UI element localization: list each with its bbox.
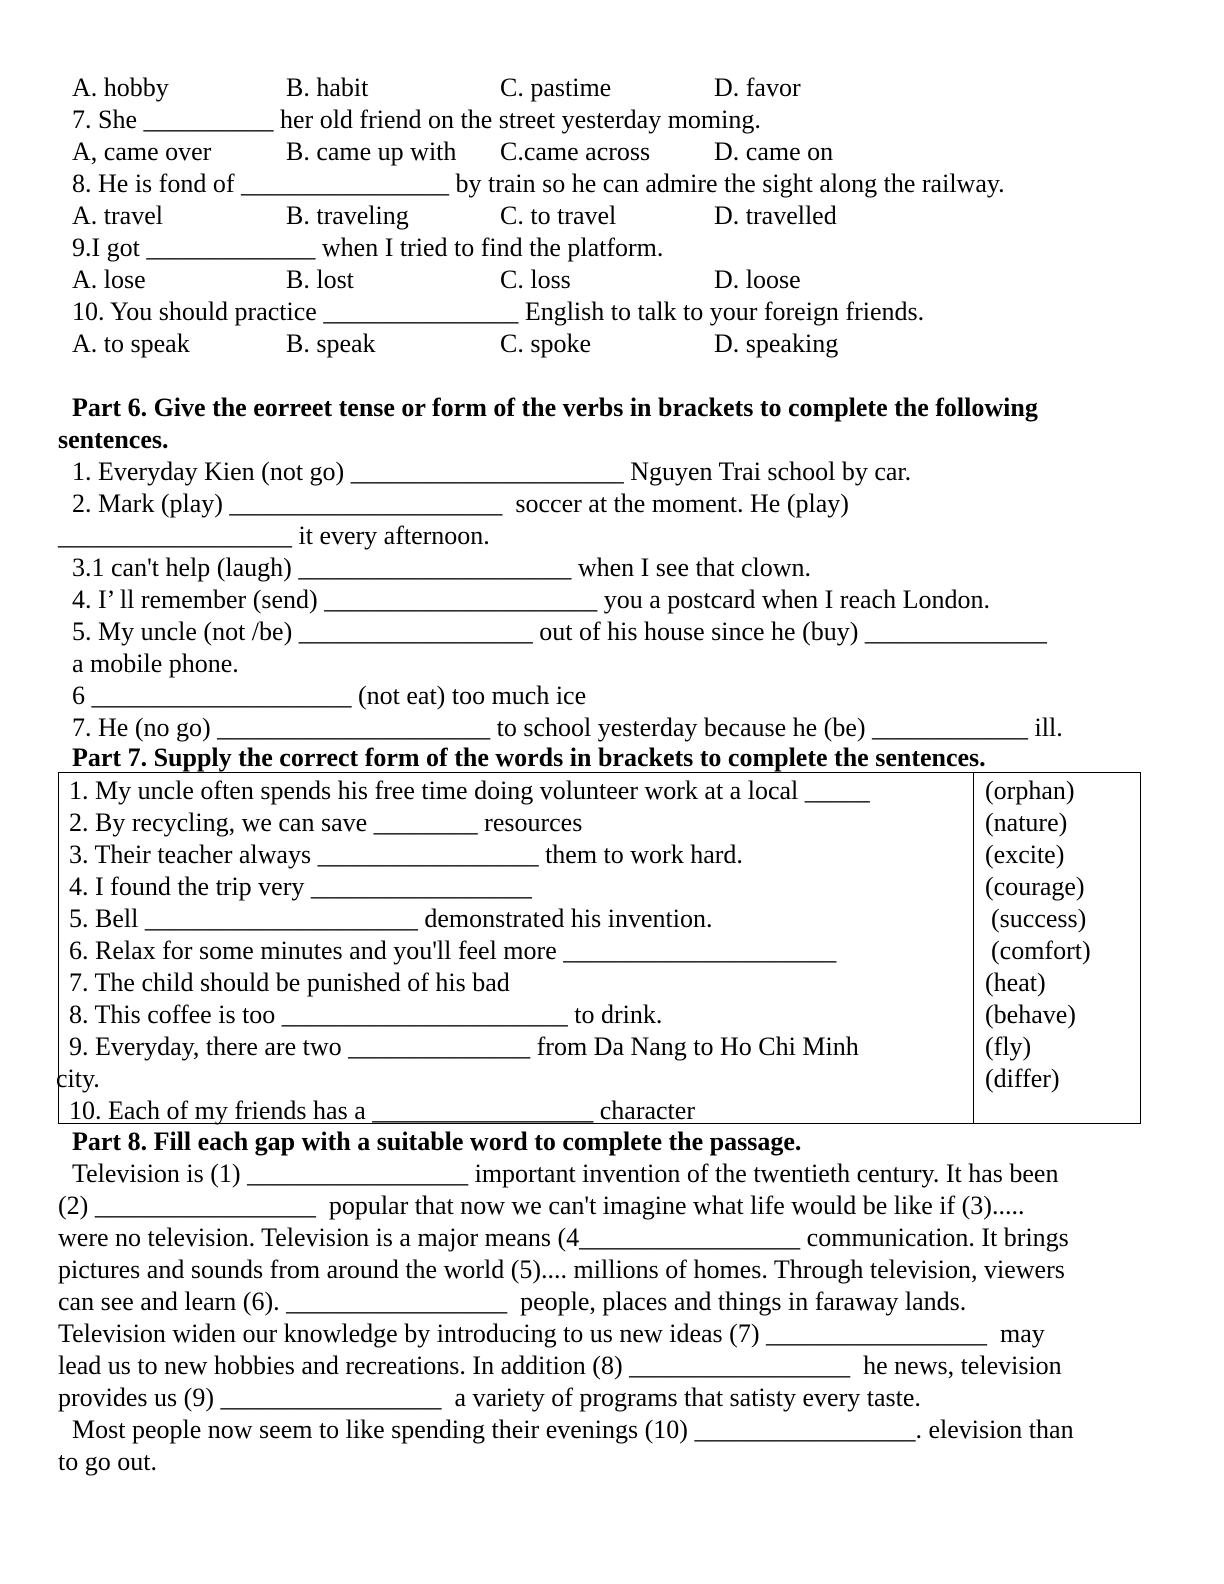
part6-line: __________________ it every afternoon. bbox=[58, 521, 490, 550]
part6-line: 4. I’ ll remember (send) _____________________ you a postcard when I reach London. bbox=[72, 585, 990, 614]
option-c: C. spoke bbox=[500, 329, 591, 358]
option-c: C.came across bbox=[500, 137, 651, 166]
part7-question: 10. Each of my friends has a _________________ character bbox=[69, 1096, 695, 1125]
part6-line: 7. He (no go) _____________________ to school yesterday because he (be) ____________ ill. bbox=[72, 713, 1063, 742]
option-b: B. lost bbox=[286, 265, 354, 294]
part7-word: (comfort) bbox=[991, 936, 1091, 965]
part8-line: Television is (1) _________________ important invention of the twentieth century. It has been bbox=[72, 1159, 1059, 1188]
part6-heading: Part 6. Give the eorreet tense or form of the verbs in brackets to complete the following bbox=[72, 393, 1038, 422]
part7-question: 3. Their teacher always _________________ them to work hard. bbox=[69, 840, 743, 869]
question-10: 10. You should practice _______________ English to talk to your foreign friends. bbox=[72, 297, 925, 326]
option-c: C. loss bbox=[500, 265, 571, 294]
part8-heading: Part 8. Fill each gap with a suitable word to complete the passage. bbox=[72, 1127, 802, 1156]
part7-question: 2. By recycling, we can save ________ resources bbox=[69, 808, 583, 837]
part8-line: can see and learn (6). _________________ people, places and things in faraway lands. bbox=[58, 1287, 967, 1316]
option-d: D. travelled bbox=[714, 201, 837, 230]
option-d: D. loose bbox=[714, 265, 801, 294]
part7-question: 8. This coffee is too ______________________ to drink. bbox=[69, 1000, 663, 1029]
option-b: B. traveling bbox=[286, 201, 409, 230]
part7-word: (courage) bbox=[985, 872, 1085, 901]
part6-line: 2. Mark (play) _____________________ soccer at the moment. He (play) bbox=[72, 489, 849, 518]
part7-word: (behave) bbox=[985, 1000, 1076, 1029]
part7-question: 6. Relax for some minutes and you'll feel more _____________________ bbox=[69, 936, 837, 965]
part6-heading-cont: sentences. bbox=[58, 425, 169, 454]
part8-line: were no television. Television is a major means (4_________________ communication. It brings bbox=[58, 1223, 1069, 1252]
part6-line: a mobile phone. bbox=[72, 649, 239, 678]
part8-line: Most people now seem to like spending their evenings (10) _________________. elevision than bbox=[72, 1415, 1074, 1444]
option-a: A, came over bbox=[72, 137, 212, 166]
option-c: C. to travel bbox=[500, 201, 617, 230]
part8-line: (2) _________________ popular that now we can't imagine what life would be like if (3)..... bbox=[58, 1191, 1025, 1220]
part6-line: 3.1 can't help (laugh) _____________________ when I see that clown. bbox=[72, 553, 812, 582]
option-c: C. pastime bbox=[500, 73, 612, 102]
part7-word: (success) bbox=[991, 904, 1087, 933]
part7-word: (excite) bbox=[985, 840, 1065, 869]
part8-line: Television widen our knowledge by introducing to us new ideas (7) _________________ may bbox=[58, 1319, 1045, 1348]
part7-question: 9. Everyday, there are two ______________ from Da Nang to Ho Chi Minh bbox=[69, 1032, 859, 1061]
part7-question: 1. My uncle often spends his free time doing volunteer work at a local _____ bbox=[69, 776, 870, 805]
option-a: A. hobby bbox=[72, 73, 169, 102]
option-b: B. habit bbox=[286, 73, 369, 102]
option-a: A. to speak bbox=[72, 329, 190, 358]
part7-word: (heat) bbox=[985, 968, 1046, 997]
option-b: B. speak bbox=[286, 329, 376, 358]
part7-question-cont: city. bbox=[56, 1064, 100, 1093]
part8-line: provides us (9) _________________ a variety of programs that satisty every taste. bbox=[58, 1383, 921, 1412]
part8-line: pictures and sounds from around the world (5).... millions of homes. Through television, viewers bbox=[58, 1255, 1065, 1284]
option-a: A. lose bbox=[72, 265, 146, 294]
part7-word: (fly) bbox=[985, 1032, 1032, 1061]
option-d: D. favor bbox=[714, 73, 801, 102]
table-divider bbox=[973, 773, 974, 1123]
option-a: A. travel bbox=[72, 201, 163, 230]
part7-word: (differ) bbox=[985, 1064, 1060, 1093]
part8-line: to go out. bbox=[58, 1447, 157, 1476]
part7-heading: Part 7. Supply the correct form of the words in brackets to complete the sentences. bbox=[72, 743, 986, 772]
question-9: 9.I got _____________ when I tried to find the platform. bbox=[72, 233, 664, 262]
part7-question: 5. Bell _____________________ demonstrated his invention. bbox=[69, 904, 713, 933]
part6-line: 6 ____________________ (not eat) too much ice bbox=[72, 681, 587, 710]
option-d: D. came on bbox=[714, 137, 834, 166]
part7-word: (nature) bbox=[985, 808, 1068, 837]
part7-question: 4. I found the trip very _________________ bbox=[69, 872, 532, 901]
part6-line: 5. My uncle (not /be) __________________ out of his house since he (buy) ______________ bbox=[72, 617, 1047, 646]
part8-line: lead us to new hobbies and recreations. In addition (8) _________________ he news, television bbox=[58, 1351, 1062, 1380]
option-d: D. speaking bbox=[714, 329, 839, 358]
part7-table bbox=[58, 772, 1141, 1124]
question-8: 8. He is fond of ________________ by train so he can admire the sight along the railway. bbox=[72, 169, 1005, 198]
question-7: 7. She __________ her old friend on the street yesterday moming. bbox=[72, 105, 761, 134]
part7-word: (orphan) bbox=[985, 776, 1075, 805]
part7-question: 7. The child should be punished of his bad bbox=[69, 968, 510, 997]
part6-line: 1. Everyday Kien (not go) _____________________ Nguyen Trai school by car. bbox=[72, 457, 912, 486]
option-b: B. came up with bbox=[286, 137, 457, 166]
